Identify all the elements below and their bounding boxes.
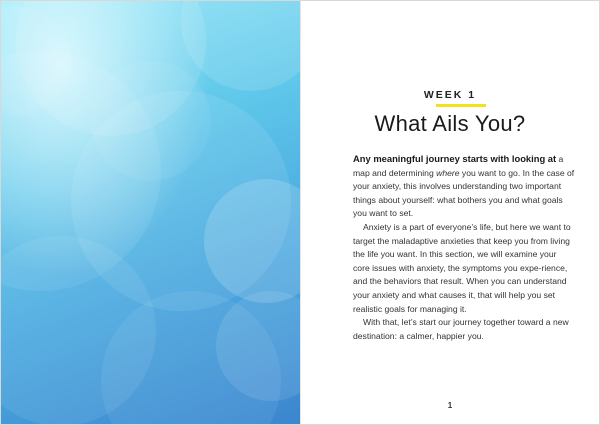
body-text	[353, 152, 575, 343]
paragraph-3: With that, let’s start our journey together toward a new destination: a calmer, happier you.	[353, 317, 569, 341]
paragraph-1-part-1: a map and determining	[353, 154, 564, 178]
bokeh-circle	[91, 61, 211, 181]
chapter-title: What Ails You?	[374, 111, 526, 136]
week-label: WEEK 1	[423, 89, 477, 101]
paragraph-1	[353, 152, 575, 221]
decorative-bokeh-page	[1, 1, 300, 424]
week-underline	[436, 104, 486, 107]
paragraph-1-emphasis: where	[436, 167, 460, 178]
paragraph-2: Anxiety is a part of everyone’s life, but here we want to target the maladaptive anxieties that keep you from living the life you want. In this section, we will examine your core issues with anxiety, the symptoms you expe-rience, and the behaviors that result. When you can understand your anxiety and what causes it, that will help you set realistic goals for managing it.	[353, 221, 571, 314]
bokeh-circles-illustration	[1, 1, 300, 424]
lead-in-text: Any meaningful journey starts with looking at	[353, 153, 557, 164]
paragraph-1-part-2: you want to go. In the case of your anxiety, this involves understanding two important things about yourself: what bothers you and what goals you want to set.	[353, 167, 575, 219]
page-number: 1	[447, 401, 453, 410]
text-page	[301, 1, 599, 424]
